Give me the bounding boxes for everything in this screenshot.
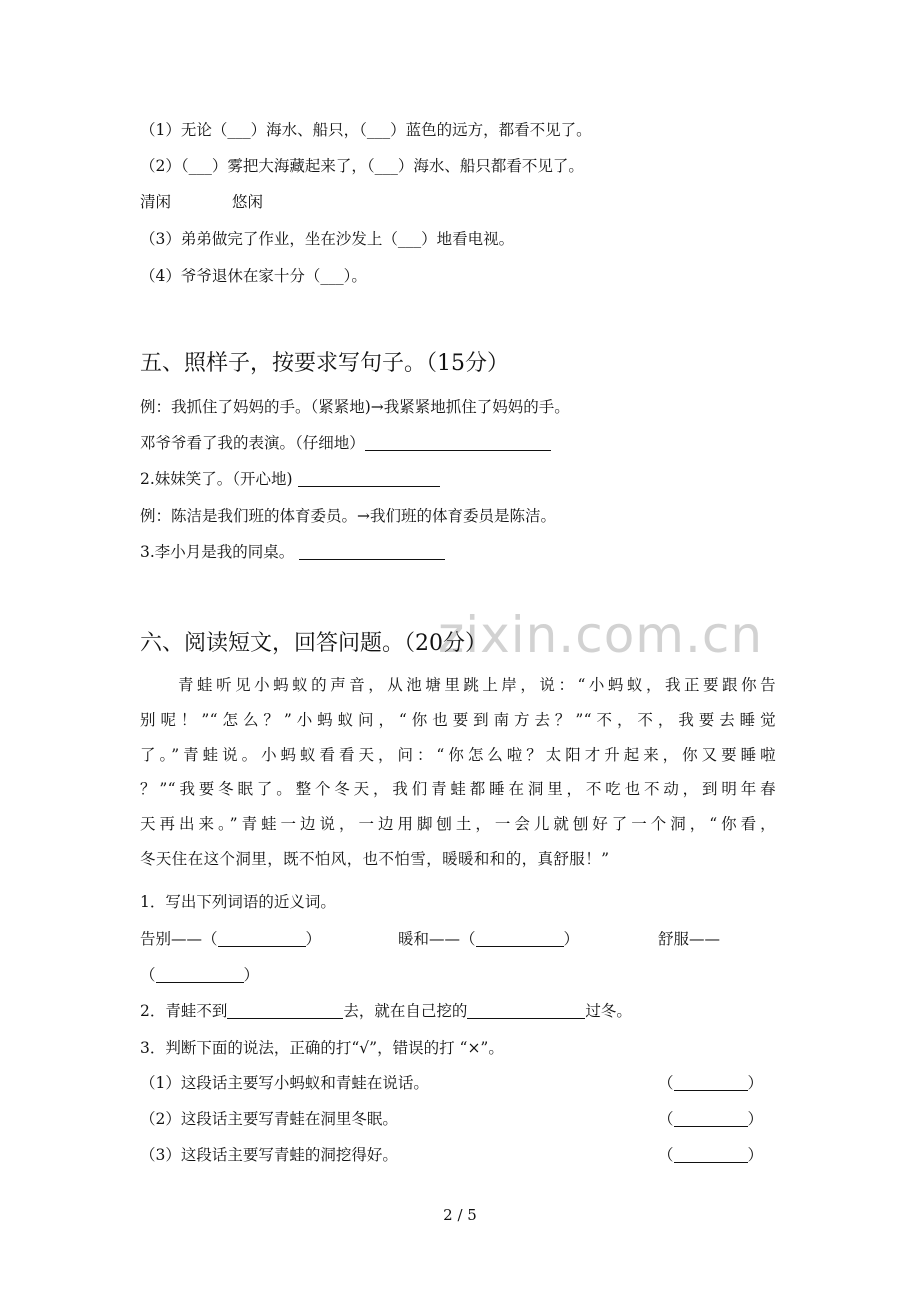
judge-answer-2: （ ） <box>658 1110 764 1128</box>
synonym-2 <box>398 929 579 949</box>
synonym-3-answer <box>140 965 259 985</box>
judge-answer-3: （ ） <box>658 1146 764 1164</box>
open-paren: （ <box>140 966 156 984</box>
reading-passage <box>140 668 776 877</box>
judge-answer-1: （ ） <box>658 1074 764 1092</box>
synonym-3: 舒服—— <box>658 930 721 948</box>
section6-q1: 1．写出下列词语的近义词。 <box>140 893 336 911</box>
section4-q4: （4）爷爷退休在家十分（___）。 <box>140 267 367 285</box>
section5-title: 五、照样子，按要求写句子。（15分） <box>140 351 509 376</box>
q2-part-b: 去，就在自己挖的 <box>343 1002 468 1020</box>
judge-item-3: （3）这段话主要写青蛙的洞挖得好。 <box>140 1146 398 1164</box>
passage-line: 天再出来。”青蛙一边说，一边用脚刨土，一会儿就刨好了一个洞，“你看， <box>140 815 776 834</box>
section5-item3-text: 3.李小月是我的同桌。 <box>140 543 295 561</box>
passage-line: 了。”青蛙说。小蚂蚁看看天，问：“你怎么啦？太阳才升起来，你又要睡啦 <box>140 745 776 764</box>
synonym-1-label: 告别——（ <box>140 930 218 948</box>
answer-line <box>156 966 244 983</box>
passage-line: 冬天住在这个洞里，既不怕风，也不怕雪，暖暖和和的，真舒服！” <box>140 849 610 868</box>
answer-line <box>218 930 306 947</box>
section5-example1: 例：我抓住了妈妈的手。（紧紧地)→我紧紧地抓住了妈妈的手。 <box>140 398 570 416</box>
section4-q2: （2）（___）雾把大海藏起来了，（___）海水、船只都看不见了。 <box>140 157 584 175</box>
answer-line <box>674 1146 748 1163</box>
answer-line <box>227 1002 343 1019</box>
answer-line <box>299 543 445 560</box>
section5-item1-text: 邓爷爷看了我的表演。（仔细地） <box>140 434 365 452</box>
section5-item2-text: 2.妹妹笑了。（开心地) <box>140 470 293 488</box>
answer-line <box>298 470 440 487</box>
section5-item1 <box>140 433 551 453</box>
answer-line <box>365 434 551 451</box>
answer-line <box>467 1002 585 1019</box>
section5-item3 <box>140 542 445 562</box>
section6-q3: 3．判断下面的说法，正确的打“√”，错误的打 “×”。 <box>140 1039 504 1057</box>
section6-q2 <box>140 1001 632 1021</box>
answer-line <box>674 1074 748 1091</box>
passage-line: ？”“我要冬眠了。整个冬天，我们青蛙都睡在洞里，不吃也不动，到明年春 <box>140 780 776 799</box>
section5-example2: 例：陈洁是我们班的体育委员。→我们班的体育委员是陈洁。 <box>140 507 556 525</box>
answer-line <box>476 930 564 947</box>
page-number: 2 / 5 <box>443 1206 477 1224</box>
word-option-a: 清闲 <box>140 193 172 211</box>
judge-item-1: （1）这段话主要写小蚂蚁和青蛙在说话。 <box>140 1074 429 1092</box>
close-paren: ） <box>243 966 260 984</box>
passage-line: 别呢！”“怎么？”小蚂蚁问，“你也要到南方去？”“不，不，我要去睡觉 <box>140 710 776 729</box>
passage-line: 青蛙听见小蚂蚁的声音，从池塘里跳上岸，说：“小蚂蚁，我正要跟你告 <box>140 676 776 694</box>
answer-line <box>674 1110 748 1127</box>
close-paren: ） <box>305 930 322 948</box>
section5-item2 <box>140 469 440 489</box>
synonym-2-label: 暖和——（ <box>398 930 476 948</box>
synonym-1 <box>140 929 321 949</box>
word-option-b: 悠闲 <box>232 193 264 211</box>
q2-part-c: 过冬。 <box>585 1002 632 1020</box>
close-paren: ） <box>563 930 580 948</box>
section6-title: 六、阅读短文，回答问题。（20分） <box>140 631 487 656</box>
watermark: zixin.com.cn <box>438 606 764 664</box>
section4-q1: （1）无论（___）海水、船只，（___）蓝色的远方，都看不见了。 <box>140 121 592 139</box>
section4-q3: （3）弟弟做完了作业，坐在沙发上（___）地看电视。 <box>140 230 515 248</box>
judge-item-2: （2）这段话主要写青蛙在洞里冬眠。 <box>140 1110 398 1128</box>
q2-part-a: 2．青蛙不到 <box>140 1002 228 1020</box>
